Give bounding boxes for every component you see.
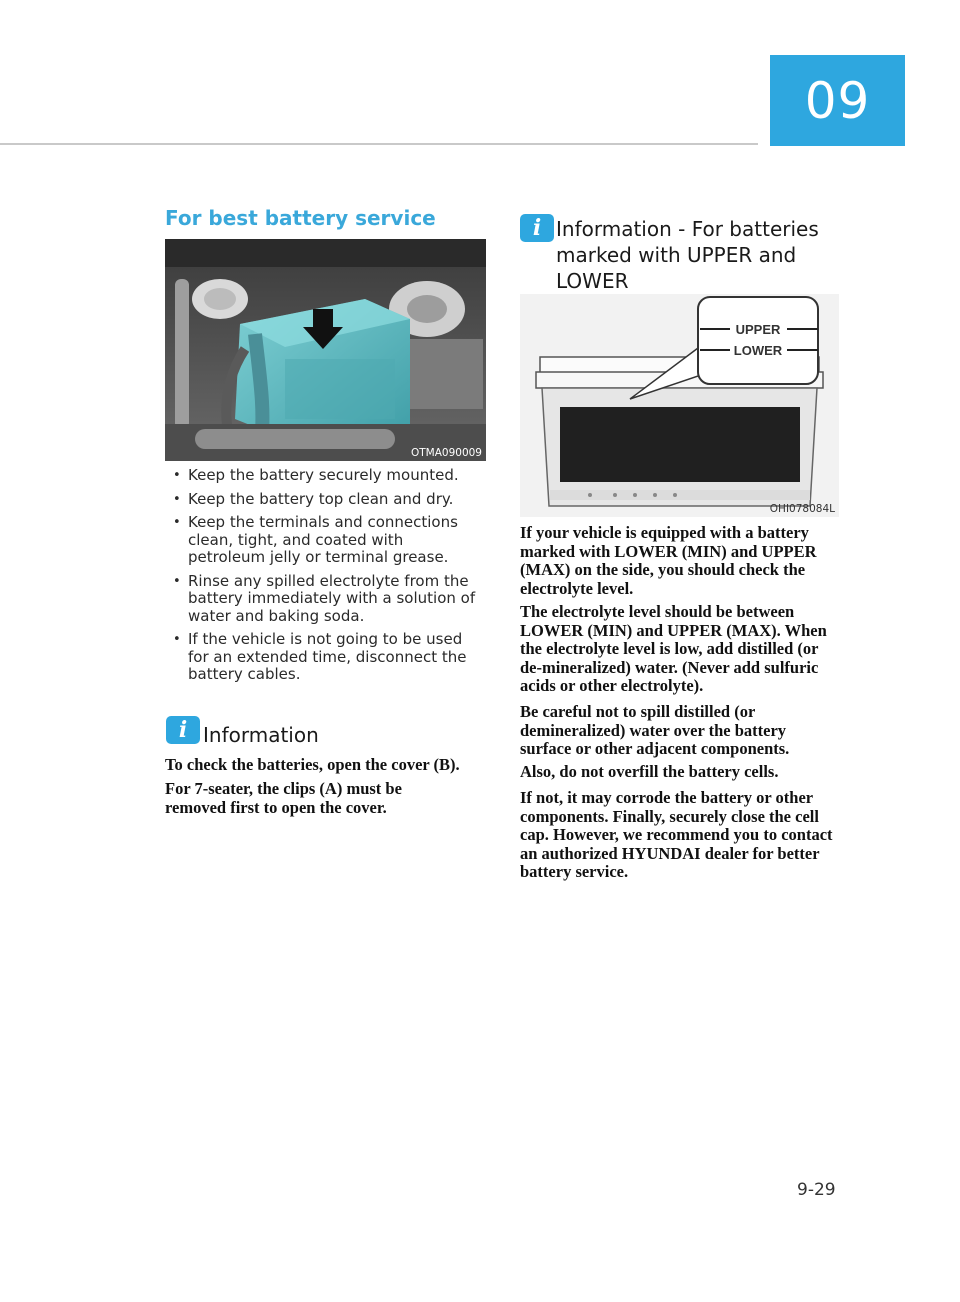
info-heading-line: Information - For batteries	[556, 217, 819, 241]
engine-bay-illustration	[165, 239, 486, 461]
maintenance-list	[173, 467, 485, 690]
list-item: • Keep the battery top clean and dry.	[173, 491, 485, 509]
diagram-code: OHI078084L	[769, 503, 835, 515]
lower-label: LOWER	[733, 343, 783, 358]
list-item: • Keep the terminals and connections clean, tight, and coated with petroleum jelly or terminal grease.	[173, 514, 485, 567]
info-heading-line: marked with UPPER and	[556, 243, 797, 267]
battery-illustration	[520, 294, 839, 517]
body-paragraph: Also, do not overfill the battery cells.	[520, 762, 779, 781]
page-number: 9-29	[797, 1180, 836, 1200]
info-paragraph: For 7-seater, the clips (A) must be removed first to open the cover.	[165, 779, 402, 817]
info-heading	[556, 216, 819, 294]
info-heading-line: LOWER	[556, 269, 629, 293]
chapter-tab: 09	[770, 55, 905, 146]
body-paragraph: If your vehicle is equipped with a battery marked with LOWER (MIN) and UPPER (MAX) on the side, you should check the electrolyte level.	[520, 523, 817, 598]
info-icon: i	[520, 214, 554, 242]
body-paragraph: Be careful not to spill distilled (or demineralized) water over the battery surface or other adjacent components.	[520, 702, 790, 758]
top-rule	[0, 143, 758, 145]
body-paragraph: The electrolyte level should be between LOWER (MIN) and UPPER (MAX). When the electrolyte level is low, add distilled (or de-mineralized) water. (Never add sulfuric acids or other electrolyte).	[520, 602, 827, 695]
upper-label: UPPER	[735, 322, 781, 337]
section-heading: For best battery service	[165, 206, 436, 230]
photo-code: OTMA090009	[410, 447, 482, 459]
info-icon: i	[166, 716, 200, 744]
engine-bay-photo	[165, 239, 486, 461]
info-heading: Information	[203, 723, 319, 747]
list-item: • Rinse any spilled electrolyte from the battery immediately with a solution of water and baking soda.	[173, 573, 485, 626]
list-item: • If the vehicle is not going to be used for an extended time, disconnect the battery cables.	[173, 631, 485, 684]
body-paragraph: If not, it may corrode the battery or other components. Finally, securely close the cell cap. However, we recommend you to contact an authorized HYUNDAI dealer for better battery service.	[520, 788, 833, 881]
battery-level-diagram	[520, 294, 839, 517]
info-paragraph: To check the batteries, open the cover (B).	[165, 755, 460, 774]
list-item: • Keep the battery securely mounted.	[173, 467, 485, 485]
